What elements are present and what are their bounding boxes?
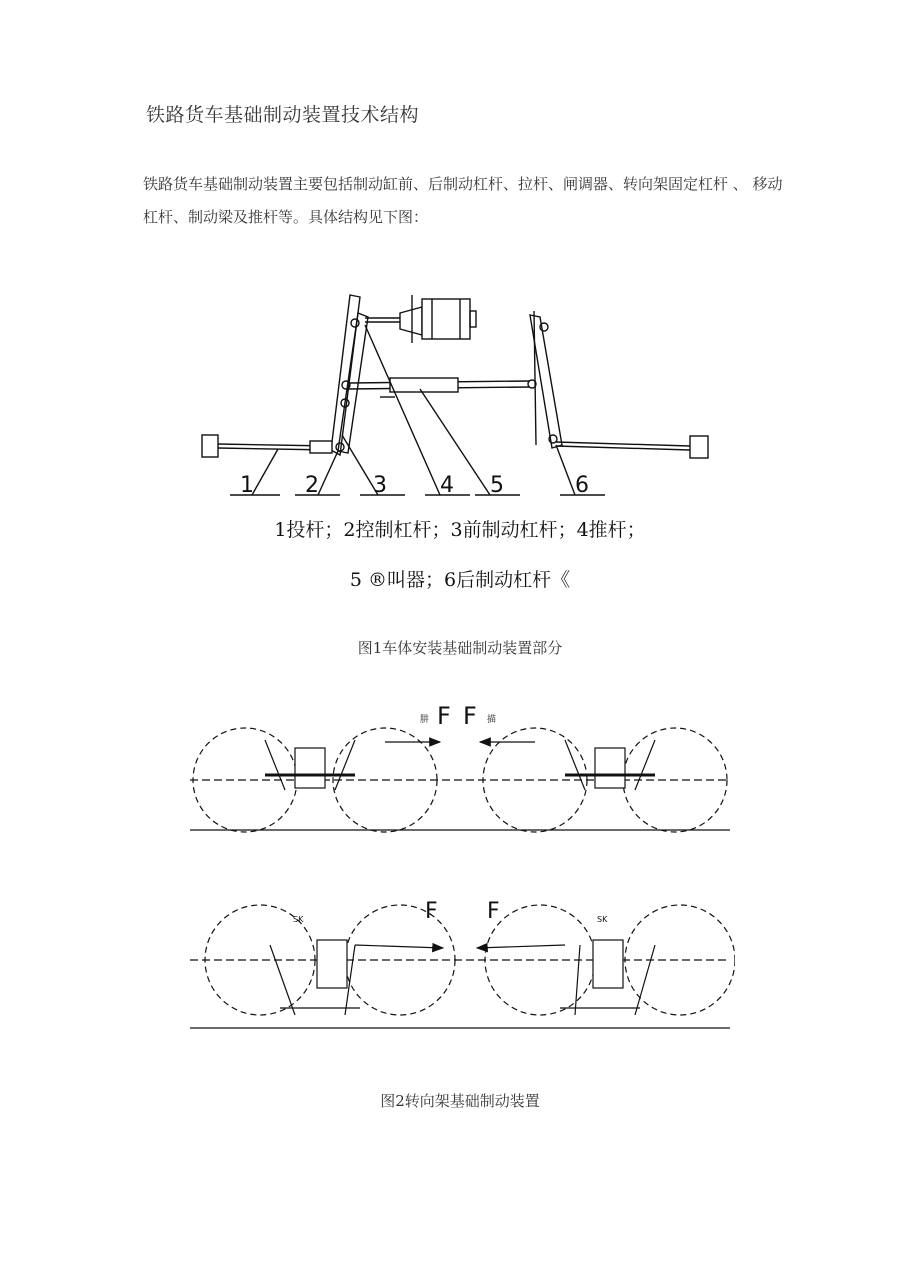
top-label-right: 描	[487, 715, 497, 725]
part-number-3: 3	[373, 473, 387, 498]
intro-paragraph: 铁路货车基础制动装置主要包括制动缸前、后制动杠杆、拉杆、闸调器、转向架固定杠杆 、 移动杠杆、制动梁及推杆等。具体结构见下图：	[143, 175, 783, 226]
part-number-6: 6	[575, 473, 589, 498]
figure1-caption: 图1车体安装基础制动装置部分	[357, 639, 563, 657]
pull-rod-left	[202, 435, 344, 457]
page-title: 铁路货车基础制动装置技术结构	[146, 104, 420, 126]
part-number-5: 5	[490, 473, 504, 498]
bottom-small-right: SK	[597, 915, 608, 924]
figure1-legend-line2: 5 ®叫器；6后制动杠杆《	[349, 569, 571, 591]
part-number-4: 4	[440, 473, 454, 498]
figure2-bogie-brake-diagram	[185, 690, 735, 1050]
figure1-legend-line1: 1投杆；2控制杠杆；3前制动杠杆；4推杆；	[274, 519, 646, 541]
slack-adjuster	[342, 378, 536, 397]
bottom-force-right: F	[487, 899, 500, 924]
top-force-right: F	[463, 702, 477, 730]
brake-cylinder	[365, 295, 476, 343]
part-number-1: 1	[240, 473, 254, 498]
top-label-left: 肼	[420, 715, 430, 725]
part-number-2: 2	[305, 473, 319, 498]
bottom-bogie-row	[190, 905, 735, 1028]
bottom-force-left: F	[425, 899, 438, 924]
top-force-left: F	[437, 702, 451, 730]
pull-rod-right	[556, 436, 708, 458]
top-bogie-row	[190, 728, 730, 832]
figure2-caption: 图2转向架基础制动装置	[380, 1092, 540, 1110]
figure1-brake-rigging-diagram	[190, 285, 730, 505]
bottom-small-left: SK	[293, 915, 304, 924]
